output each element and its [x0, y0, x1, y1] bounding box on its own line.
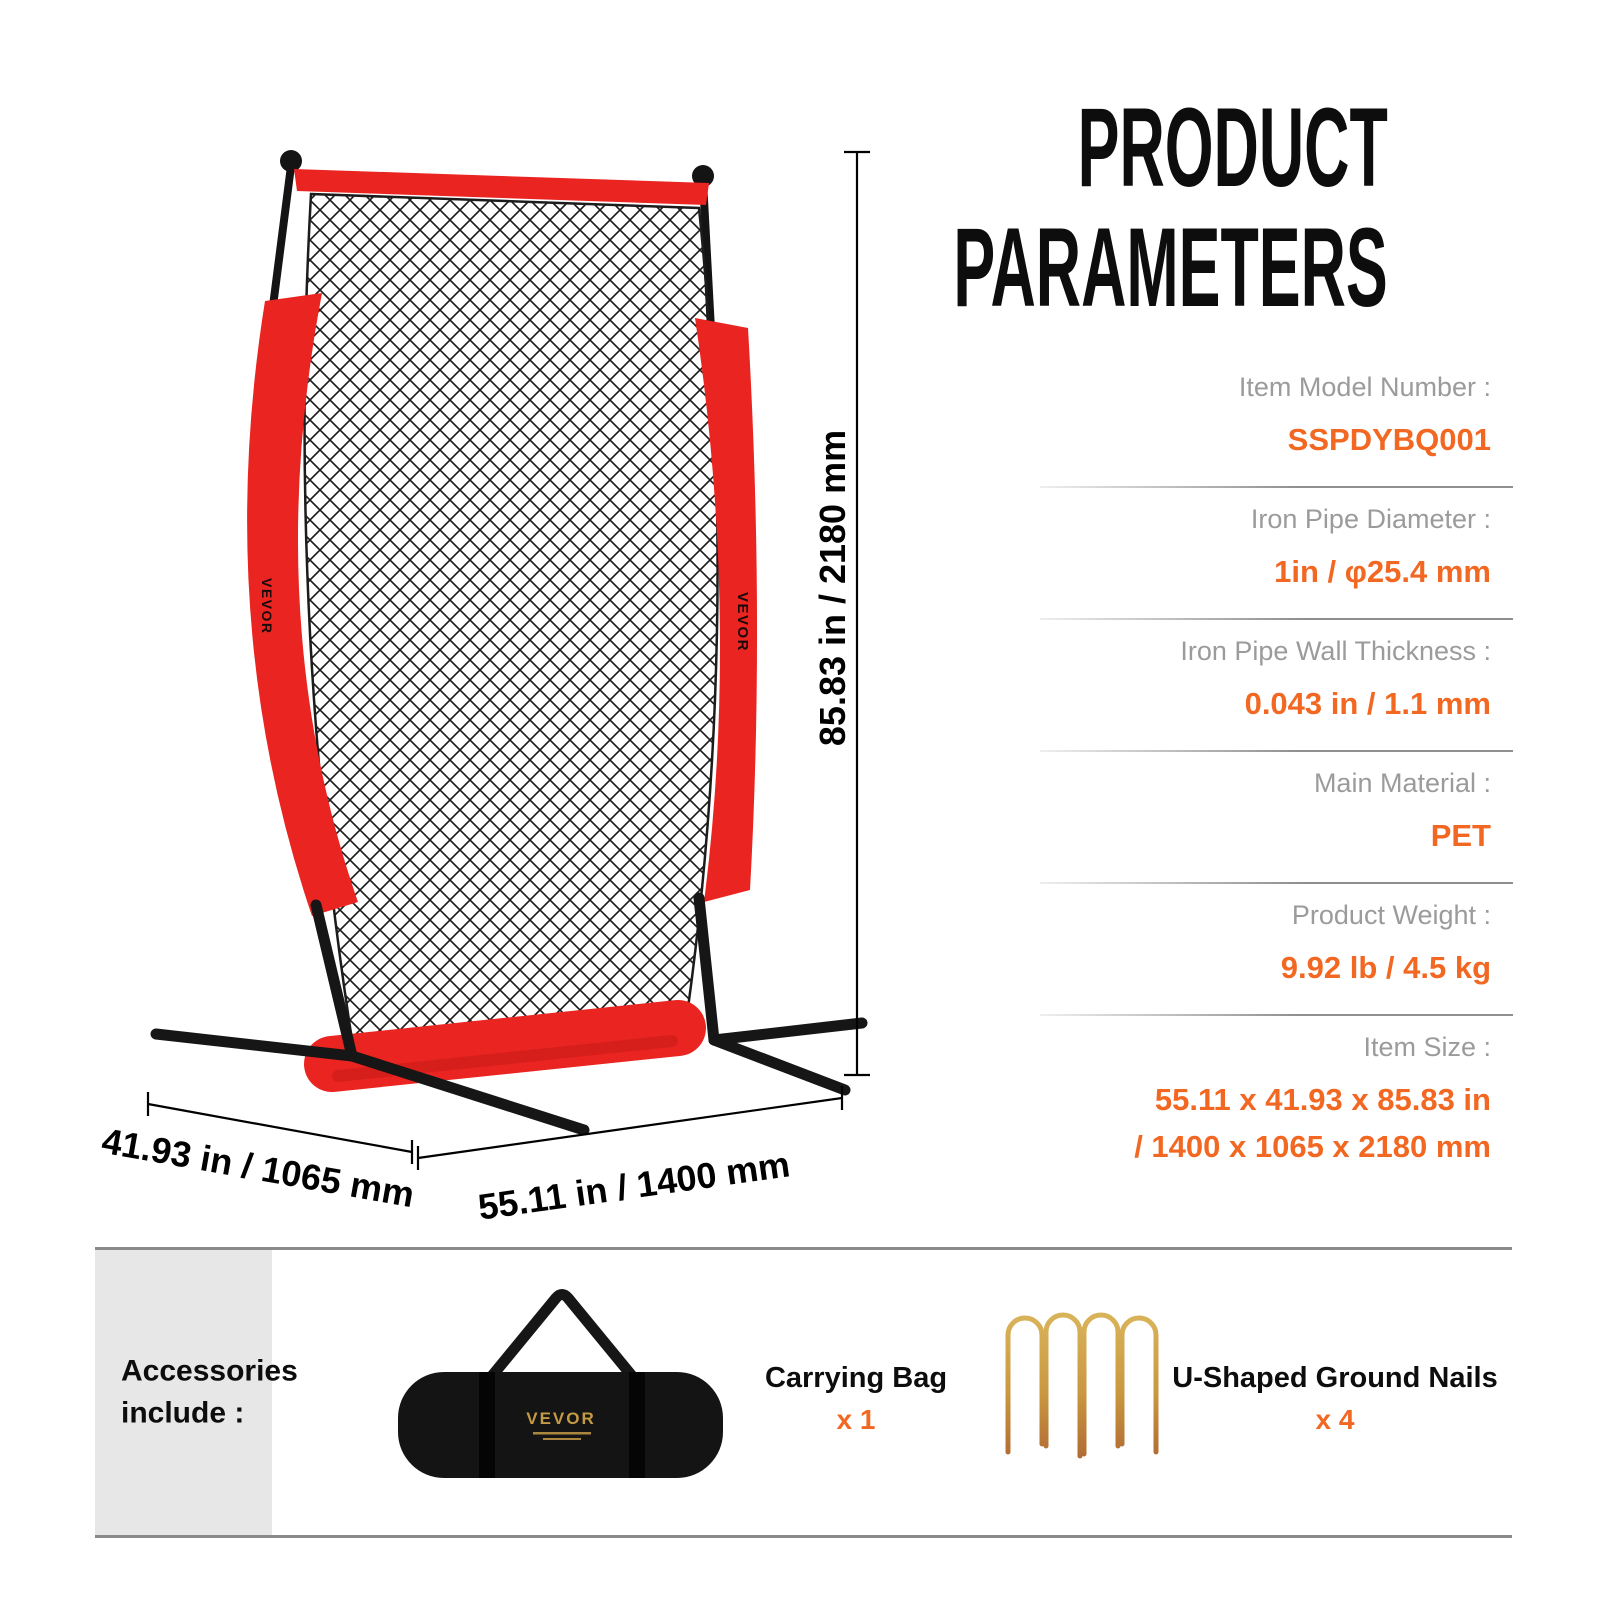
accessory-qty-carrying-bag: x 1 — [836, 1404, 876, 1435]
brand-logo-right-panel: VEVOR — [734, 592, 751, 653]
spec-row-pipe-diameter — [1040, 488, 1513, 620]
spec-row-wall-thickness — [1040, 620, 1513, 752]
brand-logo-left-panel: VEVOR — [259, 578, 275, 635]
spec-row-model-number — [1040, 356, 1513, 488]
spec-row-item-size — [1040, 1016, 1513, 1193]
accessories-section — [95, 1247, 1512, 1538]
spec-value-line2: / 1400 x 1065 x 2180 mm — [1134, 1129, 1491, 1164]
spec-label: Item Size : — [1363, 1032, 1491, 1062]
dimension-label-height: 85.83 in / 2180 mm — [812, 429, 853, 747]
spec-label: Product Weight : — [1291, 900, 1491, 930]
spec-value: 9.92 lb / 4.5 kg — [1280, 950, 1491, 985]
spec-label: Iron Pipe Wall Thickness : — [1180, 636, 1491, 666]
spec-label: Main Material : — [1313, 768, 1491, 798]
i-screen-net — [156, 150, 862, 1130]
accessory-name-ground-nails: U-Shaped Ground Nails — [1172, 1362, 1498, 1394]
dimension-label-depth: 41.93 in / 1065 mm — [98, 1119, 418, 1216]
accessories-heading-line1: Accessories — [121, 1353, 298, 1387]
spec-row-product-weight — [1040, 884, 1513, 1016]
accessory-name-carrying-bag: Carrying Bag — [764, 1362, 948, 1394]
spec-label: Item Model Number : — [1238, 372, 1491, 402]
spec-value: SSPDYBQ001 — [1287, 422, 1491, 457]
spec-value: 55.11 x 41.93 x 85.83 in — [1154, 1082, 1491, 1117]
dimension-label-width: 55.11 in / 1400 mm — [475, 1143, 793, 1228]
accessories-heading-line2: include : — [121, 1396, 245, 1430]
bag-brand-logo: VEVOR — [526, 1409, 596, 1428]
spec-value: 0.043 in / 1.1 mm — [1244, 686, 1491, 721]
spec-value: 1in / φ25.4 mm — [1274, 554, 1491, 589]
spec-list — [1040, 356, 1513, 1193]
accessories-heading — [121, 1350, 298, 1435]
spec-label: Iron Pipe Diameter : — [1250, 504, 1491, 534]
spec-value: PET — [1430, 818, 1491, 853]
page-title — [953, 85, 1388, 330]
pole-ball-cap-left — [280, 150, 302, 172]
page-title-line1: PRODUCT — [1077, 85, 1388, 210]
spec-row-main-material — [1040, 752, 1513, 884]
page-title-line2: PARAMETERS — [953, 204, 1388, 330]
accessory-qty-ground-nails: x 4 — [1315, 1404, 1355, 1435]
net-mesh — [305, 194, 718, 1040]
